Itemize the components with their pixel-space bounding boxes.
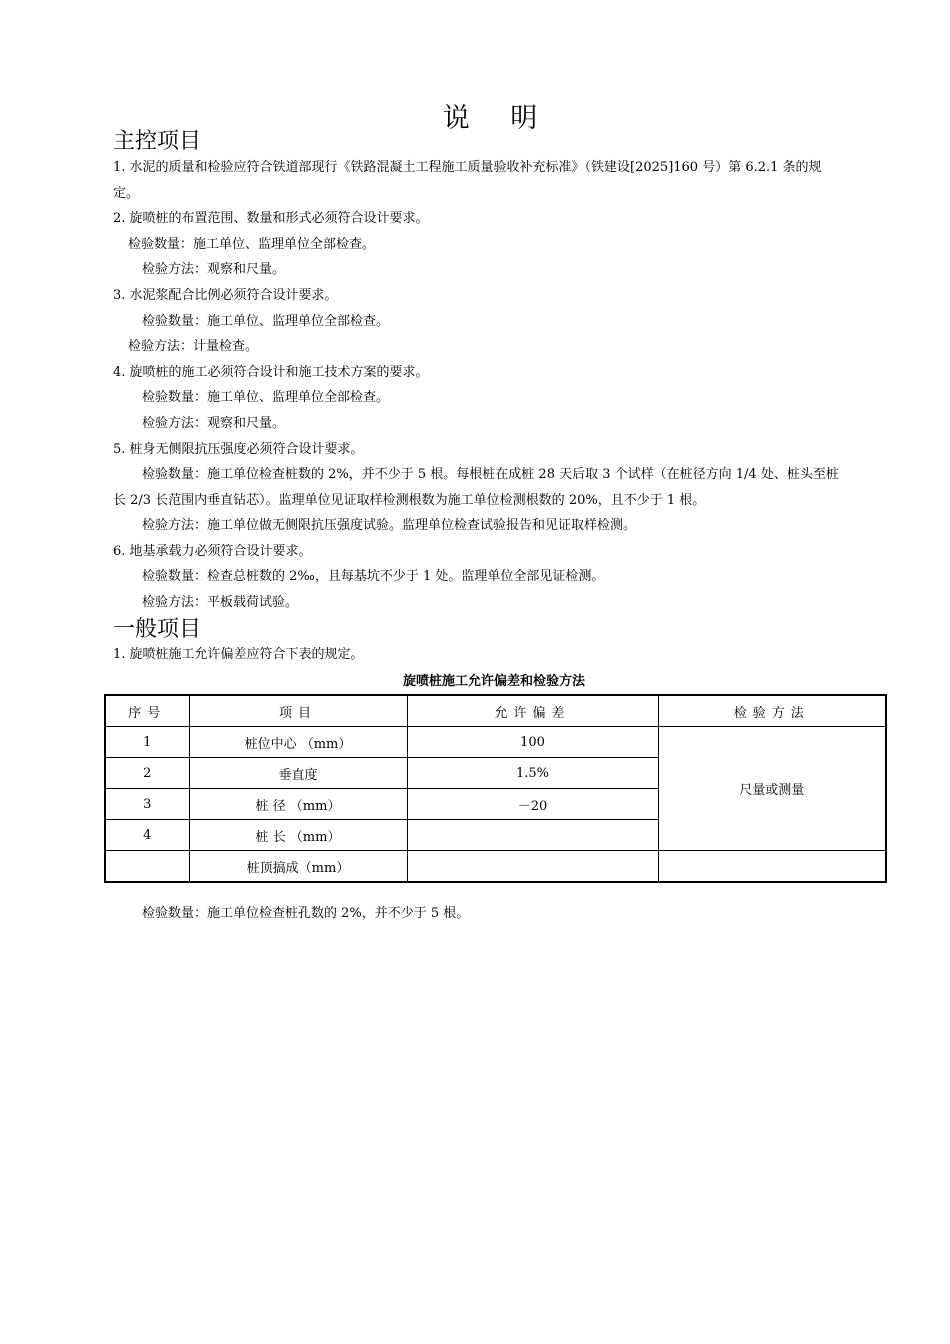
item-6: 6. 地基承载力必须符合设计要求。 xyxy=(113,544,312,559)
item-4-quantity: 检验数量：施工单位、监理单位全部检查。 xyxy=(142,390,390,405)
cell-no: 4 xyxy=(105,820,189,851)
header-no: 序号 xyxy=(105,695,189,727)
item-3: 3. 水泥浆配合比例必须符合设计要求。 xyxy=(113,288,338,303)
cell-item: 桩位中心 （mm） xyxy=(189,727,407,758)
item-4-method: 检验方法：观察和尺量。 xyxy=(142,416,286,431)
cell-tolerance xyxy=(407,851,658,883)
cell-item: 桩顶搞成（mm） xyxy=(189,851,407,883)
cell-method xyxy=(658,851,886,883)
page-title: 说 明 xyxy=(442,103,554,134)
cell-item: 垂直度 xyxy=(189,758,407,789)
cell-no: 2 xyxy=(105,758,189,789)
item-3-method: 检验方法：计量检查。 xyxy=(128,339,259,354)
footer-quantity: 检验数量：施工单位检查桩孔数的 2%，并不少于 5 根。 xyxy=(142,906,470,921)
item-2-method: 检验方法：观察和尺量。 xyxy=(142,262,286,277)
table-row xyxy=(105,851,886,883)
item-3-quantity: 检验数量：施工单位、监理单位全部检查。 xyxy=(142,314,390,329)
cell-no xyxy=(105,851,189,883)
cell-item: 桩 径 （mm） xyxy=(189,789,407,820)
item-5-quantity-line-2: 长 2/3 长范围内垂直钻芯）。监理单位见证取样检测根数为施工单位检测根数的 20%，且不少于 1 根。 xyxy=(113,493,706,508)
header-method: 检验方法 xyxy=(658,695,886,727)
cell-tolerance: －20 xyxy=(407,789,658,820)
item-6-method: 检验方法：平板载荷试验。 xyxy=(142,595,299,610)
item-1-line-2: 定。 xyxy=(113,186,140,201)
item-6-quantity: 检验数量：检查总桩数的 2‰，且每基坑不少于 1 处。监理单位全部见证检测。 xyxy=(142,569,605,584)
cell-item: 桩 长 （mm） xyxy=(189,820,407,851)
cell-tolerance xyxy=(407,820,658,851)
table-caption: 旋喷桩施工允许偏差和检验方法 xyxy=(402,674,585,689)
item-1-line-1: 1. 水泥的质量和检验应符合铁道部现行《铁路混凝土工程施工质量验收补充标准》（铁建设[2025]160 号）第 6.2.1 条的规 xyxy=(113,160,822,175)
tolerance-table xyxy=(104,694,887,883)
item-5-quantity-line-1: 检验数量：施工单位检查桩数的 2%，并不少于 5 根。每根桩在成桩 28 天后取 3 个试样（在桩径方向 1/4 处、桩头至桩 xyxy=(142,467,839,482)
item-5: 5. 桩身无侧限抗压强度必须符合设计要求。 xyxy=(113,442,364,457)
cell-no: 1 xyxy=(105,727,189,758)
general-item-1: 1. 旋喷桩施工允许偏差应符合下表的规定。 xyxy=(113,647,364,662)
item-2-quantity: 检验数量：施工单位、监理单位全部检查。 xyxy=(128,237,376,252)
item-4: 4. 旋喷桩的施工必须符合设计和施工技术方案的要求。 xyxy=(113,365,429,380)
section-heading-general: 一般项目 xyxy=(113,617,202,642)
cell-tolerance: 100 xyxy=(407,727,658,758)
cell-method-merged: 尺量或测量 xyxy=(658,727,886,851)
header-item: 项目 xyxy=(189,695,407,727)
item-5-method: 检验方法：施工单位做无侧限抗压强度试验。监理单位检查试验报告和见证取样检测。 xyxy=(142,518,637,533)
table-row xyxy=(105,727,886,758)
cell-no: 3 xyxy=(105,789,189,820)
cell-tolerance: 1.5% xyxy=(407,758,658,789)
section-heading-main: 主控项目 xyxy=(113,129,202,154)
item-2: 2. 旋喷桩的布置范围、数量和形式必须符合设计要求。 xyxy=(113,211,429,226)
header-tolerance: 允许偏差 xyxy=(407,695,658,727)
table-header-row xyxy=(105,695,886,727)
